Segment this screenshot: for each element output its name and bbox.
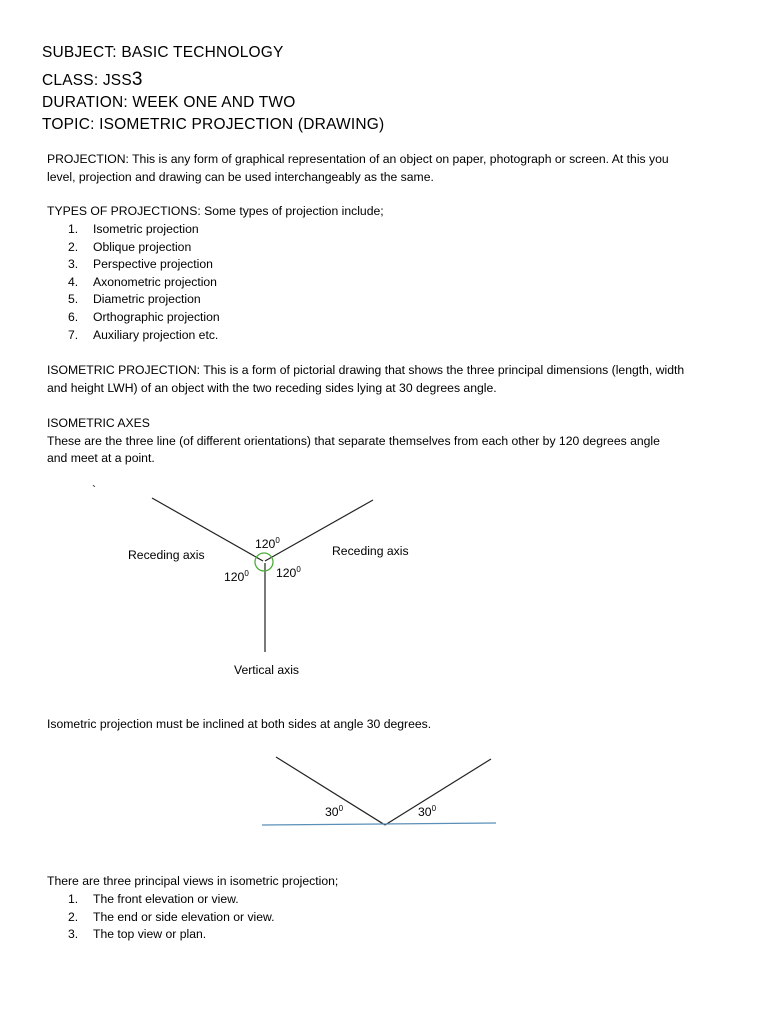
list-item [68,926,275,944]
isometric-axes-line-2: and meet at a point. [47,451,155,465]
isometric-axes-line-1: These are the three line (of different orientations) that separate themselves from each other by 120 degrees angle [47,433,660,448]
stray-mark: ` [92,483,97,497]
right-inclined-line [385,759,491,825]
projection-definition-line-2: level, projection and drawing can be used interchangeably as the same. [47,169,434,184]
list-number: 1. [68,222,79,236]
angle-value: 120 [224,570,245,585]
list-item [68,909,275,927]
class-prefix: CLASS: JSS [42,72,132,89]
list-number: 1. [68,892,79,906]
duration-heading: DURATION: WEEK ONE AND TWO [42,94,296,111]
degree-mark: 0 [338,804,344,813]
list-label: Diametric projection [93,292,201,307]
degree-mark: 0 [296,565,301,574]
list-number: 6. [68,309,79,324]
angle-label-30-left [325,804,343,819]
subject-heading: SUBJECT: BASIC TECHNOLOGY [42,44,284,61]
list-item [68,891,275,909]
list-label: The end or side elevation or view. [93,909,275,924]
angle-value: 120 [255,537,276,552]
views-list [68,891,275,944]
list-number: 4. [68,274,79,289]
topic-heading: TOPIC: ISOMETRIC PROJECTION (DRAWING) [42,116,385,133]
list-label: Orthographic projection [93,309,220,324]
left-receding-axis-label: Receding axis [128,548,205,562]
list-number: 3. [68,257,79,272]
right-receding-axis-label: Receding axis [332,544,409,558]
list-label: Perspective projection [93,257,213,272]
list-label: Axonometric projection [93,274,217,289]
projection-definition-line-1: PROJECTION: This is any form of graphical representation of an object on paper, photograph or screen. At this you [47,152,669,166]
list-label: Oblique projection [93,239,192,254]
list-label: The top view or plan. [93,927,207,942]
list-number: 3. [68,927,79,942]
list-number: 2. [68,239,79,254]
list-label: Isometric projection [93,222,199,236]
views-intro: There are three principal views in isometric projection; [47,874,339,888]
isometric-axes-heading: ISOMETRIC AXES [47,416,150,430]
angle-value: 120 [276,566,297,581]
list-label: Auxiliary projection etc. [93,327,219,342]
isometric-definition-line-2: and height LWH) of an object with the two receding sides lying at 30 degrees angle. [47,380,497,395]
types-intro: TYPES OF PROJECTIONS: Some types of projection include; [47,204,384,218]
angle-label-30-right [418,804,436,819]
list-number: 7. [68,327,79,342]
list-number: 5. [68,292,79,307]
angle-value: 30 [418,805,432,820]
angle-value: 30 [325,805,339,820]
inclination-text: Isometric projection must be inclined at both sides at angle 30 degrees. [47,717,432,731]
list-label: The front elevation or view. [93,892,239,906]
list-number: 2. [68,909,79,924]
horizontal-base-line [262,823,496,825]
class-level: 3 [131,69,143,90]
degree-mark: 0 [275,536,280,545]
degree-mark: 0 [244,569,249,578]
vertical-axis-label: Vertical axis [234,663,300,677]
isometric-definition-line-1: ISOMETRIC PROJECTION: This is a form of pictorial drawing that shows the three principal dimensions (length, width [47,363,685,377]
degree-mark: 0 [431,804,437,813]
